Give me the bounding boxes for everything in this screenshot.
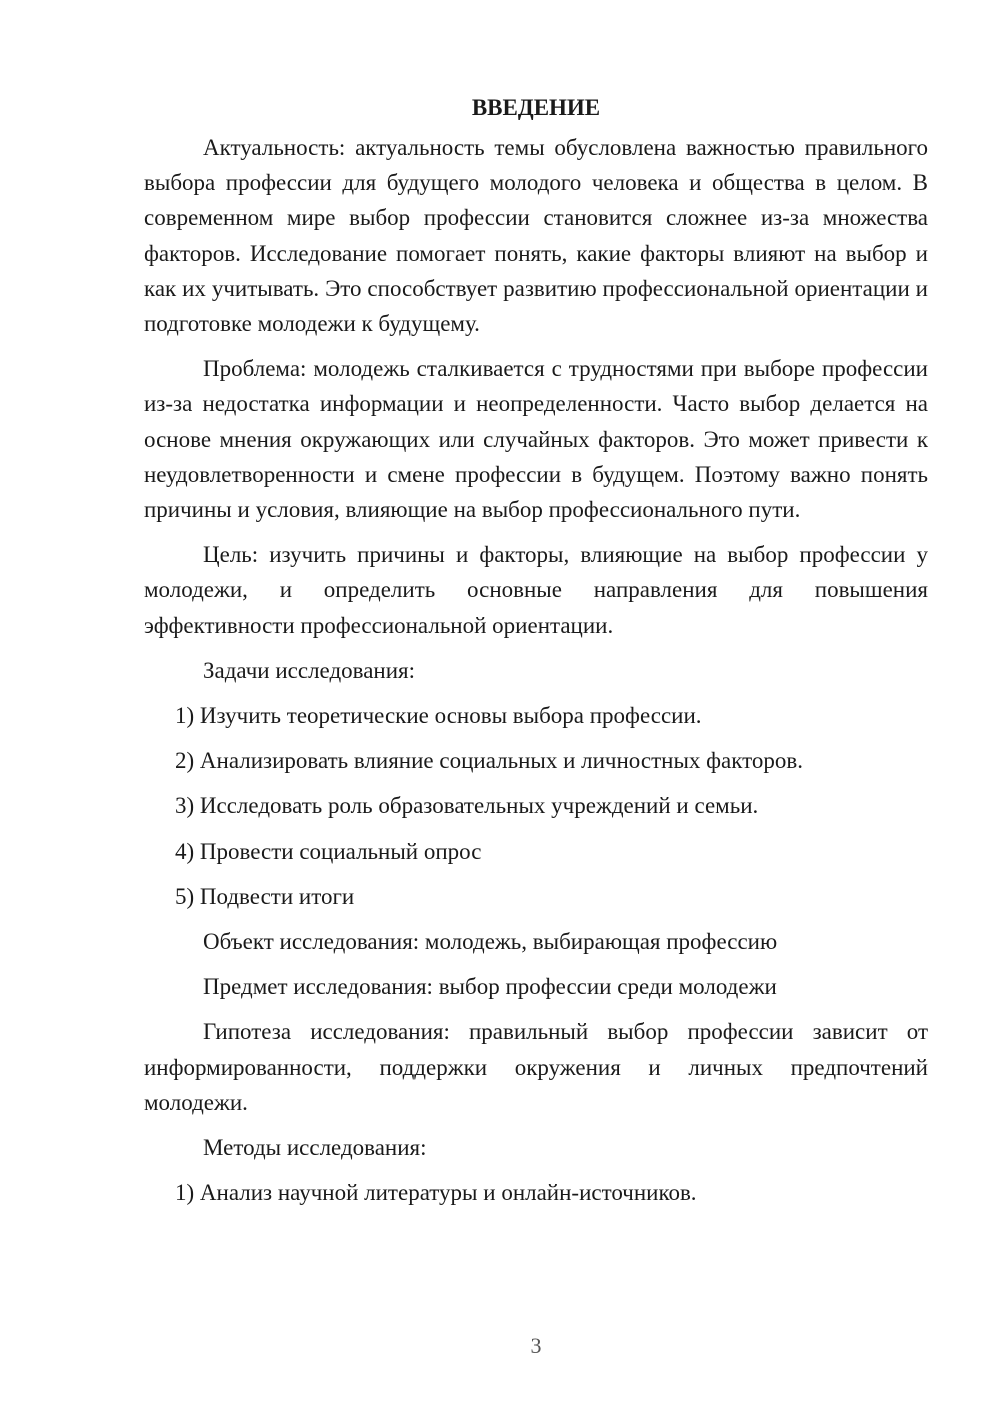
page-number: 3 [530, 1333, 542, 1358]
hypothesis-paragraph: Гипотеза исследования: правильный выбор профессии зависит от информированности, поддержки окружения и личных предпочтений молодежи. [144, 1019, 928, 1115]
goal-paragraph: Цель: изучить причины и факторы, влияющие на выбор профессии у молодежи, и определить основные направления для повышения эффективности профессиональной ориентации. [144, 542, 928, 638]
problem-paragraph: Проблема: молодежь сталкивается с трудностями при выборе профессии из-за недостатка информации и неопределенности. Часто выбор делается на основе мнения окружающих или случайных факторов. Это может привести к неудовлетворенности и смене профессии в будущем. Поэтому важно понять причины и условия, влияющие на выбор профессионального пути. [144, 356, 928, 523]
task-item: 5) Подвести итоги [175, 883, 355, 909]
section-title: ВВЕДЕНИЕ [471, 95, 601, 120]
relevance-paragraph: Актуальность: актуальность темы обусловлена важностью правильного выбора профессии для будущего молодого человека и общества в целом. В современном мире выбор профессии становится сложнее из-за множества факторов. Исследование помогает понять, какие факторы влияют на выбор и как их учитывать. Это способствует развитию профессиональной ориентации и подготовке молодежи к будущему. [144, 135, 928, 337]
task-item: 4) Провести социальный опрос [175, 838, 482, 864]
method-item: 1) Анализ научной литературы и онлайн-источников. [175, 1180, 697, 1206]
tasks-heading: Задачи исследования: [203, 657, 416, 683]
methods-heading: Методы исследования: [203, 1135, 427, 1161]
task-item: 1) Изучить теоретические основы выбора профессии. [175, 703, 702, 729]
task-item: 2) Анализировать влияние социальных и личностных факторов. [175, 748, 803, 774]
task-item: 3) Исследовать роль образовательных учреждений и семьи. [175, 793, 759, 819]
research-subject: Предмет исследования: выбор профессии среди молодежи [203, 974, 777, 1000]
research-object: Объект исследования: молодежь, выбирающая профессию [203, 929, 778, 955]
page-content [144, 92, 928, 1220]
